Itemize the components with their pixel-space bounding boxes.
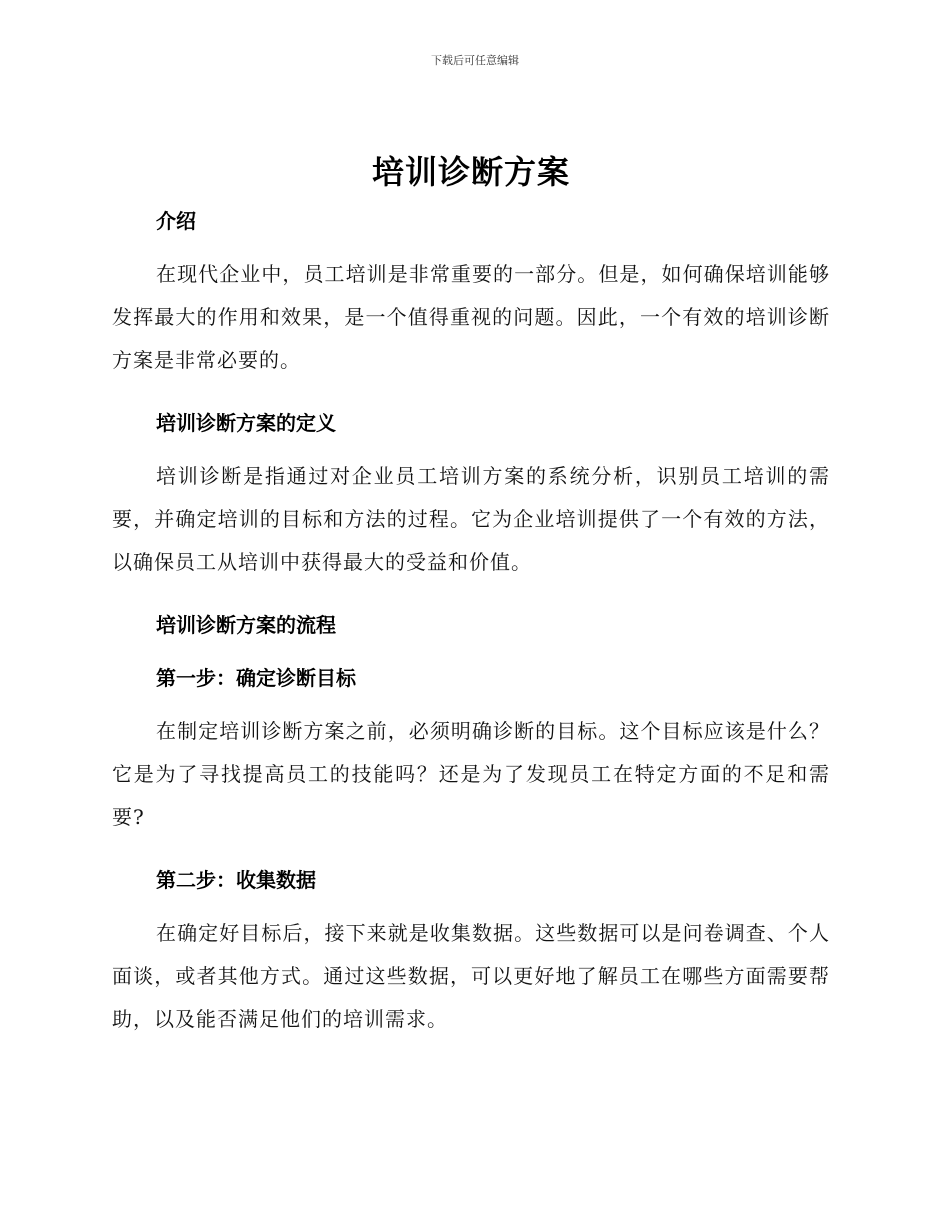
- section-heading-process: 培训诊断方案的流程: [156, 613, 336, 637]
- section-heading-step-1: 第一步：确定诊断目标: [156, 666, 356, 690]
- document-body: [112, 150, 830, 1041]
- section-heading-intro: 介绍: [156, 209, 196, 233]
- paragraph-intro: 在现代企业中，员工培训是非常重要的一部分。但是，如何确保培训能够发挥最大的作用和效果，是一个值得重视的问题。因此，一个有效的培训诊断方案是非常必要的。: [112, 262, 830, 372]
- section-heading-step-2: 第二步：收集数据: [156, 868, 316, 892]
- paragraph-step-1: 在制定培训诊断方案之前，必须明确诊断的目标。这个目标应该是什么？它是为了寻找提高员工的技能吗？还是为了发现员工在特定方面的不足和需要?: [112, 719, 830, 829]
- paragraph-definition: 培训诊断是指通过对企业员工培训方案的系统分析，识别员工培训的需要，并确定培训的目标和方法的过程。它为企业培训提供了一个有效的方法，以确保员工从培训中获得最大的受益和价值。: [112, 464, 830, 574]
- section-heading-definition: 培训诊断方案的定义: [156, 411, 336, 435]
- document-title: 培训诊断方案: [371, 153, 570, 191]
- paragraph-step-2: 在确定好目标后，接下来就是收集数据。这些数据可以是问卷调查、个人面谈，或者其他方式。通过这些数据，可以更好地了解员工在哪些方面需要帮助，以及能否满足他们的培训需求。: [112, 921, 830, 1031]
- header-note: 下载后可任意编辑: [431, 54, 519, 67]
